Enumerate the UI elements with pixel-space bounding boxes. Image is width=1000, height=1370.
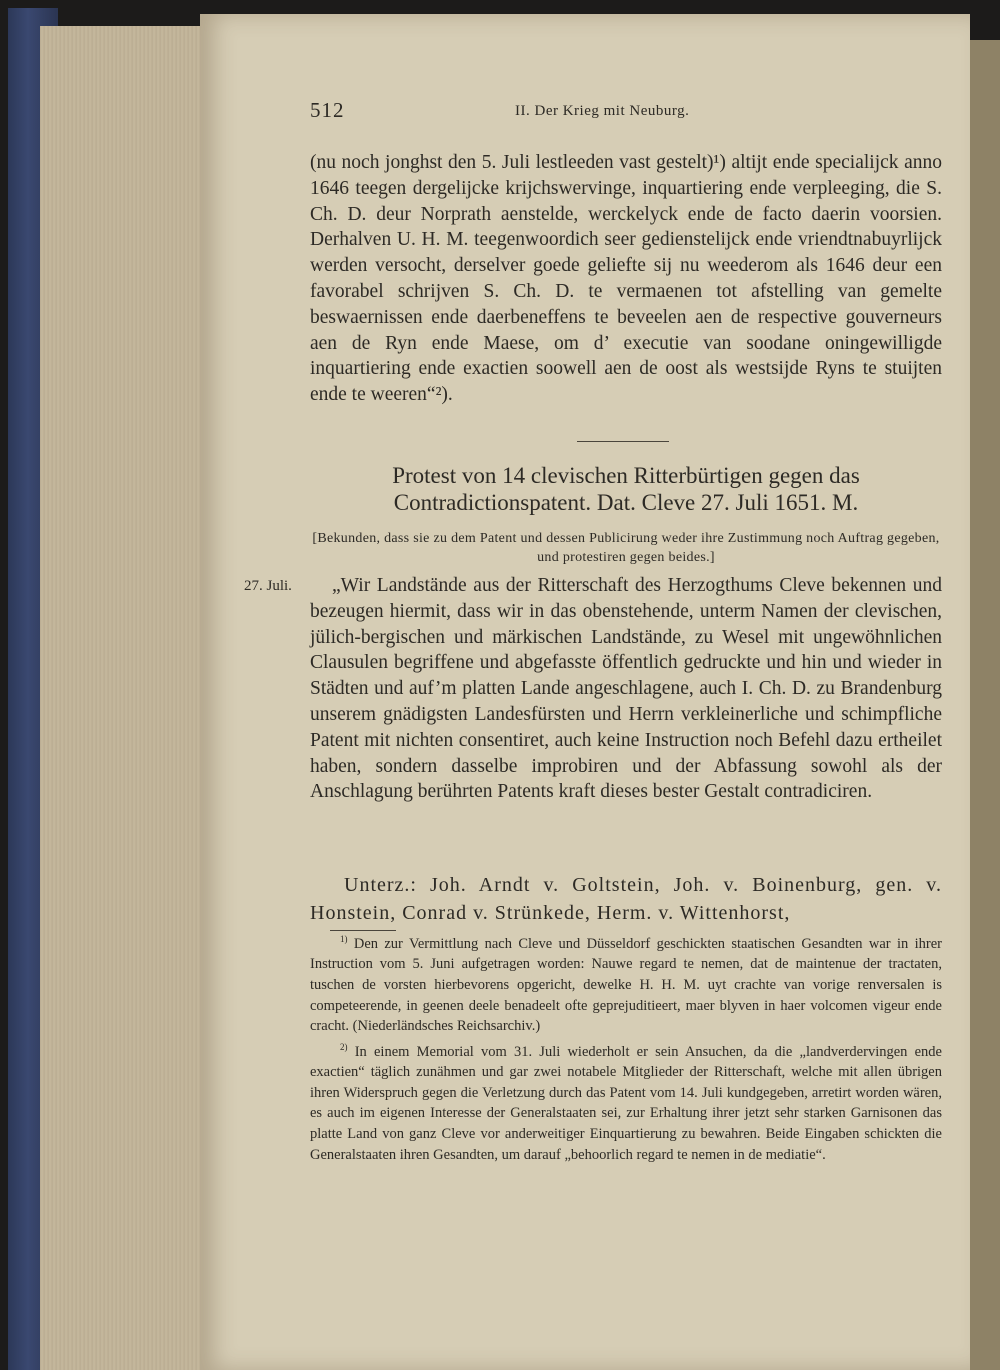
document-summary: [Bekunden, dass sie zu dem Patent und dessen Publicirung weder ihre Zustimmung noch Auftrag gegeben, und protestiren gegen beides.] — [312, 531, 940, 565]
margin-date: 27. Juli. — [244, 578, 292, 594]
page-number: 512 — [310, 98, 345, 122]
footnotes — [310, 929, 942, 1165]
page-block-edge — [40, 26, 205, 1370]
facing-page-edge — [970, 40, 1000, 1370]
signatures: Unterz.: Joh. Arndt v. Goltstein, Joh. v. Boinenburg, gen. v. Honstein, Conrad v. Strünkede, Herm. v. Wittenhorst, — [310, 874, 942, 924]
footnote — [310, 929, 942, 1037]
page-header — [310, 98, 942, 132]
footnote-mark: 1) — [340, 934, 348, 944]
running-title: II. Der Krieg mit Neuburg. — [515, 103, 690, 119]
footnote — [310, 1037, 942, 1165]
footnote-mark: 2) — [340, 1041, 348, 1052]
section-divider — [577, 441, 669, 442]
document-heading: Protest von 14 clevischen Ritterbürtigen gegen das Contradictionspatent. Dat. Cleve 27. Juli 1651. M. — [392, 463, 860, 515]
footnote-text: In einem Memorial vom 31. Juli wiederholt er sein Ansuchen, da die „landverdervingen ende exactien“ täglich zunähmen und gar zwei notabele Mitglieder der Ritterschaft, welche mit allen übrigen ihren Widerspruch gegen die Verletzung durch das Patent vom 14. Juli kundgegeben, arretirt worden wären, es auch im eigenen Interesse der Generalstaaten sei, zur Erhaltung ihrer jetzt sehr starken Garnisonen das platte Land von ganz Cleve vor anderweitiger Einquartierung zu bewahren. Beide Eingaben schickten die Generalstaaten ihren Gesandten, um darauf „behoorlich regard te nemen in de mediatie“. — [310, 1043, 942, 1163]
document-body: „Wir Landstände aus der Ritterschaft des Herzogthums Cleve bekennen und bezeugen hiermit, dass wir in das obenstehende, unterm Namen der clevischen, jülich-bergischen und märkischen Landstände, zu Wesel mit ungewöhnlichen Clausulen begriffene und abgefasste öffentlich gedruckte und hin und wieder in Städten und auf’m platten Lande angeschlagene, auch I. Ch. D. zu Brandenburg unserem gnädigsten Landesfürsten und Herrn verkleinerliche und schimpfliche Patent mit nichten consentiret, auch keine Instruction noch Befehl dazu ertheilet haben, sondern dasselbe improbiren und der Abfassung sowohl als der Anschlagung berührten Patents kraft dieses bester Gestalt contradiciren. — [310, 575, 942, 803]
continuation-paragraph: (nu noch jonghst den 5. Juli lestleeden vast gestelt)¹) altijt ende specialijck anno 1646 teegen dergelijcke krijchswervinge, inquartiering ende verpleeging, die S. Ch. D. deur Norprath aenstelde, werckelyck ende de facto daerin voorsien. Derhalven U. H. M. teegenwoordich seer gedienstelijck ende vriendtnabuyrlijck werden versocht, derselver goede geliefte sij nu weederom als 1646 deur een favorabel schrijven S. Ch. D. te vermaenen tot afstelling van gemelte beswaernissen ende daerbeneffens te beveelen aen de respective gouverneurs aen de Ryn ende Maese, om d’ executie van soodane oningewilligde inquartiering ende exactien soowell aen de oost als westsijde Ryns te stuijten ende te weeren“²). — [310, 152, 942, 406]
footnote-text: Den zur Vermittlung nach Cleve und Düsseldorf geschickten staatischen Gesandten war in ihrer Instruction vom 5. Juni aufgetragen worden: Nauwe regard te nemen, dat de maintenue der tractaten, tuschen de vorsten hierbevorens opgericht, dewelke H. H. M. uyt crachte van vorige renversalen is competeerende, in geenen deele benadeelt ofte geprejuditieert, maer blyven in haer volcomen vigeur ende cracht. (Niederländsches Reichsarchiv.) — [310, 935, 942, 1035]
